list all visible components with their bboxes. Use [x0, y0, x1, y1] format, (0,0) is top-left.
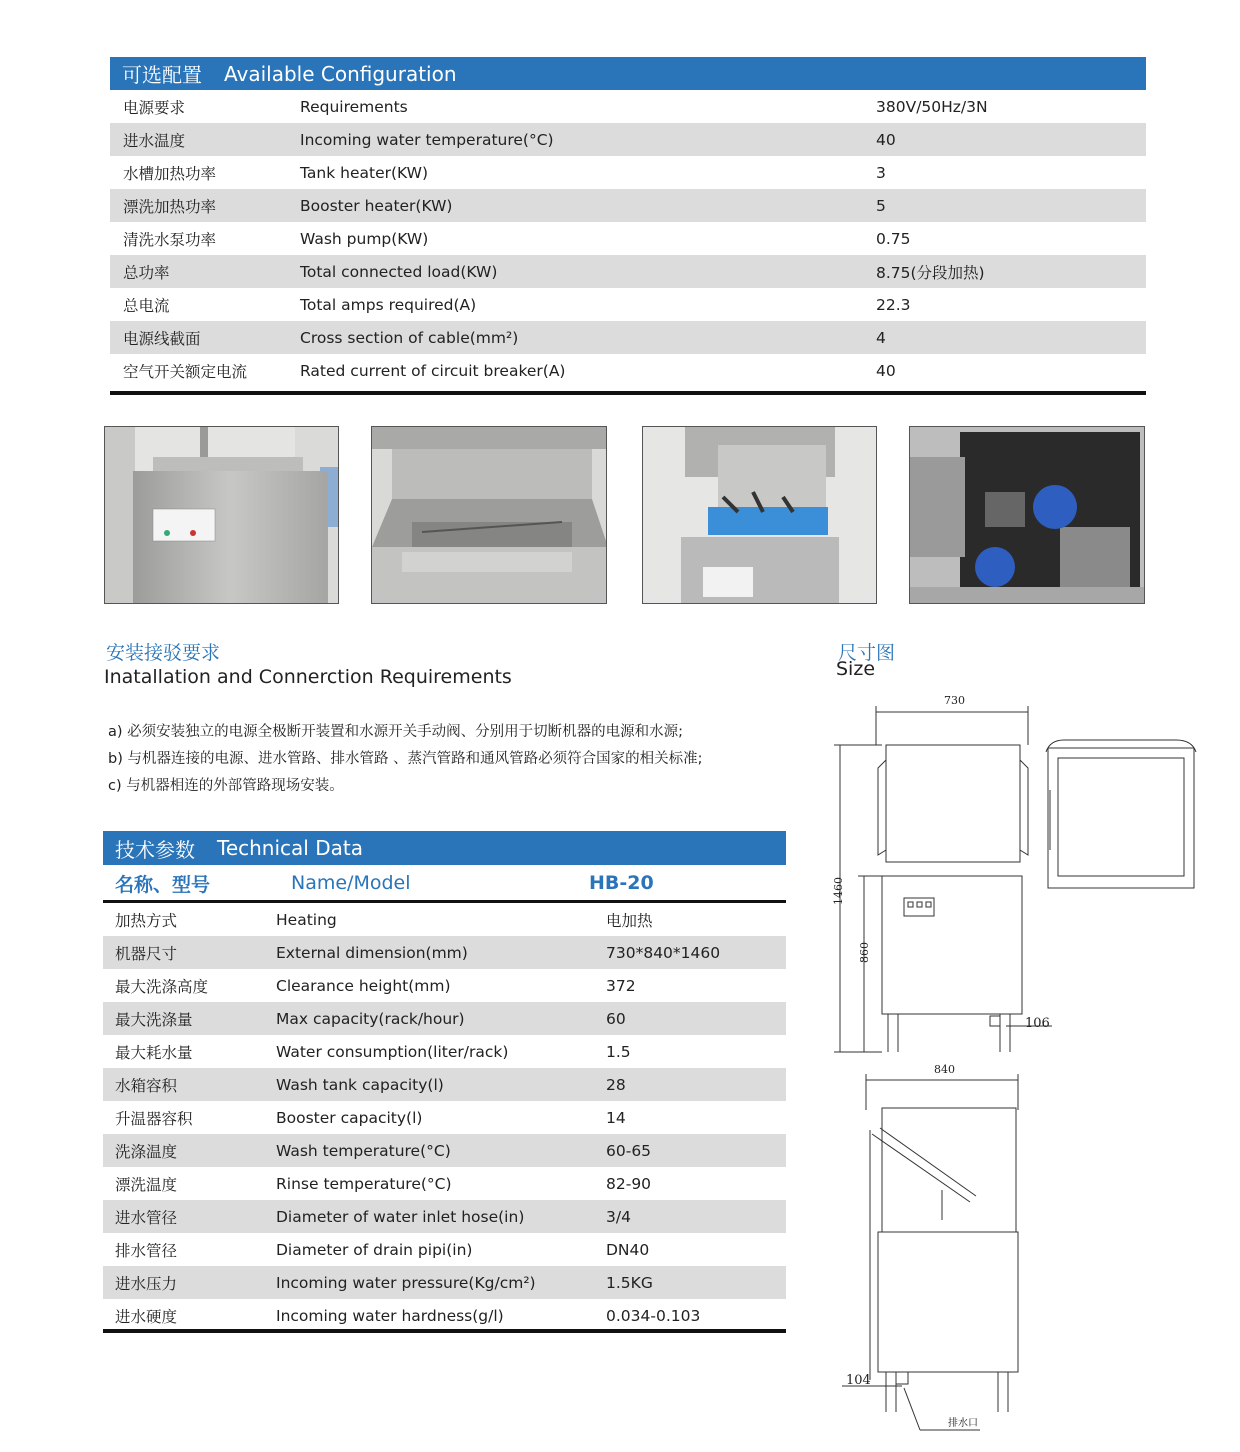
dim-depth: 840 — [934, 1063, 955, 1076]
row-cn: 进水管径 — [115, 1208, 178, 1227]
table-row — [110, 222, 1146, 255]
row-en: Rinse temperature(°C) — [276, 1174, 452, 1193]
row-cn: 机器尺寸 — [115, 944, 178, 963]
row-cn: 最大洗涤高度 — [115, 977, 209, 996]
row-en: Heating — [276, 910, 337, 929]
installation-item-b: b) 与机器连接的电源、进水管路、排水管路 、蒸汽管路和通风管路必须符合国家的相关标准; — [108, 751, 703, 767]
row-value: 0.034-0.103 — [606, 1306, 701, 1325]
table-row — [110, 354, 1146, 387]
row-value: 40 — [876, 130, 896, 149]
available-config-header — [110, 57, 1146, 90]
table-row — [103, 1068, 786, 1101]
size-title-cn: 尺寸图 — [838, 642, 896, 664]
table-row — [110, 189, 1146, 222]
row-value: 电加热 — [606, 911, 653, 930]
drain-outlet-label: 排水口 — [948, 1418, 978, 1429]
technical-data-subheader — [103, 866, 786, 900]
table-row — [103, 1299, 786, 1332]
row-value: 28 — [606, 1075, 626, 1094]
row-cn: 进水硬度 — [115, 1307, 178, 1326]
row-cn: 进水温度 — [123, 131, 186, 150]
photo-machine-open — [371, 426, 607, 604]
row-en: Booster heater(KW) — [300, 196, 453, 215]
row-value: 730*840*1460 — [606, 943, 721, 962]
row-value: 60-65 — [606, 1141, 652, 1160]
photo-machine-rack — [642, 426, 877, 604]
table-row — [103, 1101, 786, 1134]
available-config-bottom-rule — [110, 391, 1146, 395]
installation-item-c: c) 与机器相连的外部管路现场安装。 — [108, 778, 344, 794]
row-value: 372 — [606, 976, 636, 995]
dim-side-offset: 104 — [846, 1373, 871, 1388]
row-en: Total amps required(A) — [300, 295, 477, 314]
row-value: 22.3 — [876, 295, 911, 314]
row-value: DN40 — [606, 1240, 650, 1259]
row-en: Wash tank capacity(l) — [276, 1075, 444, 1094]
table-row — [110, 90, 1146, 123]
row-en: Rated current of circuit breaker(A) — [300, 361, 566, 380]
row-value: 8.75(分段加热) — [876, 263, 985, 282]
table-row — [103, 1167, 786, 1200]
table-row — [103, 1200, 786, 1233]
available-config-title-en: Available Configuration — [224, 61, 457, 86]
photo-machine-interior — [909, 426, 1145, 604]
row-value: 380V/50Hz/3N — [876, 97, 988, 116]
row-value: 1.5KG — [606, 1273, 653, 1292]
row-en: Incoming water hardness(g/l) — [276, 1306, 504, 1325]
row-value: 1.5 — [606, 1042, 631, 1061]
row-cn: 水槽加热功率 — [123, 164, 217, 183]
installation-item-a: a) 必须安装独立的电源全极断开装置和水源开关手动阀、分别用于切断机器的电源和水源; — [108, 724, 684, 740]
row-cn: 最大耗水量 — [115, 1043, 193, 1062]
row-cn: 空气开关额定电流 — [123, 362, 248, 381]
row-cn: 水箱容积 — [115, 1076, 178, 1095]
row-value: 4 — [876, 328, 886, 347]
row-en: Diameter of water inlet hose(in) — [276, 1207, 525, 1226]
size-title-en: Size — [836, 658, 876, 680]
row-cn: 总功率 — [123, 263, 170, 282]
dimension-drawing — [820, 690, 1220, 1440]
row-value: 3 — [876, 163, 886, 182]
row-en: Incoming water temperature(°C) — [300, 130, 554, 149]
row-value: 82-90 — [606, 1174, 652, 1193]
dim-height: 1460 — [832, 877, 845, 905]
row-cn: 洗涤温度 — [115, 1142, 178, 1161]
row-en: Tank heater(KW) — [300, 163, 429, 182]
row-en: Water consumption(liter/rack) — [276, 1042, 509, 1061]
subheader-name-cn: 名称、型号 — [115, 873, 211, 896]
dim-width: 730 — [944, 694, 965, 707]
table-row — [110, 156, 1146, 189]
photo-machine-front — [104, 426, 339, 604]
subheader-model: HB-20 — [589, 872, 654, 894]
technical-data-header — [103, 831, 786, 865]
row-value: 5 — [876, 196, 886, 215]
row-cn: 漂洗温度 — [115, 1175, 178, 1194]
row-value: 3/4 — [606, 1207, 631, 1226]
row-en: Booster capacity(l) — [276, 1108, 423, 1127]
available-config-title-cn: 可选配置 — [122, 63, 202, 87]
table-row — [103, 969, 786, 1002]
row-cn: 排水管径 — [115, 1241, 178, 1260]
table-row — [103, 903, 786, 936]
table-row — [103, 1035, 786, 1068]
row-cn: 总电流 — [123, 296, 170, 315]
installation-title-cn: 安装接驳要求 — [106, 642, 221, 664]
row-cn: 电源要求 — [123, 98, 186, 117]
technical-data-title-cn: 技术参数 — [115, 837, 195, 862]
table-row — [110, 255, 1146, 288]
subheader-name-en: Name/Model — [291, 872, 411, 894]
table-row — [103, 1266, 786, 1299]
row-en: Cross section of cable(mm²) — [300, 328, 519, 347]
row-value: 0.75 — [876, 229, 911, 248]
row-en: Max capacity(rack/hour) — [276, 1009, 465, 1028]
row-en: External dimension(mm) — [276, 943, 468, 962]
dim-base: 860 — [858, 942, 871, 963]
row-en: Wash temperature(°C) — [276, 1141, 451, 1160]
table-row — [103, 936, 786, 969]
installation-title-en: Inatallation and Connerction Requirements — [104, 666, 512, 688]
row-cn: 进水压力 — [115, 1274, 178, 1293]
row-en: Diameter of drain pipi(in) — [276, 1240, 473, 1259]
row-cn: 加热方式 — [115, 911, 178, 930]
row-en: Incoming water pressure(Kg/cm²) — [276, 1273, 536, 1292]
row-value: 40 — [876, 361, 896, 380]
table-row — [103, 1134, 786, 1167]
dim-drain-offset: 106 — [1025, 1016, 1050, 1031]
row-en: Requirements — [300, 97, 408, 116]
table-row — [103, 1002, 786, 1035]
row-value: 14 — [606, 1108, 626, 1127]
row-value: 60 — [606, 1009, 626, 1028]
table-row — [110, 288, 1146, 321]
table-row — [110, 123, 1146, 156]
row-en: Wash pump(KW) — [300, 229, 429, 248]
row-cn: 电源线截面 — [123, 329, 201, 348]
row-en: Total connected load(KW) — [300, 262, 498, 281]
row-cn: 清洗水泵功率 — [123, 230, 217, 249]
row-cn: 最大洗涤量 — [115, 1010, 193, 1029]
row-cn: 升温器容积 — [115, 1109, 193, 1128]
table-row — [103, 1233, 786, 1266]
row-en: Clearance height(mm) — [276, 976, 451, 995]
table-row — [110, 321, 1146, 354]
technical-data-bottom-rule — [103, 1329, 786, 1333]
technical-data-title-en: Technical Data — [217, 836, 363, 860]
row-cn: 漂洗加热功率 — [123, 197, 217, 216]
